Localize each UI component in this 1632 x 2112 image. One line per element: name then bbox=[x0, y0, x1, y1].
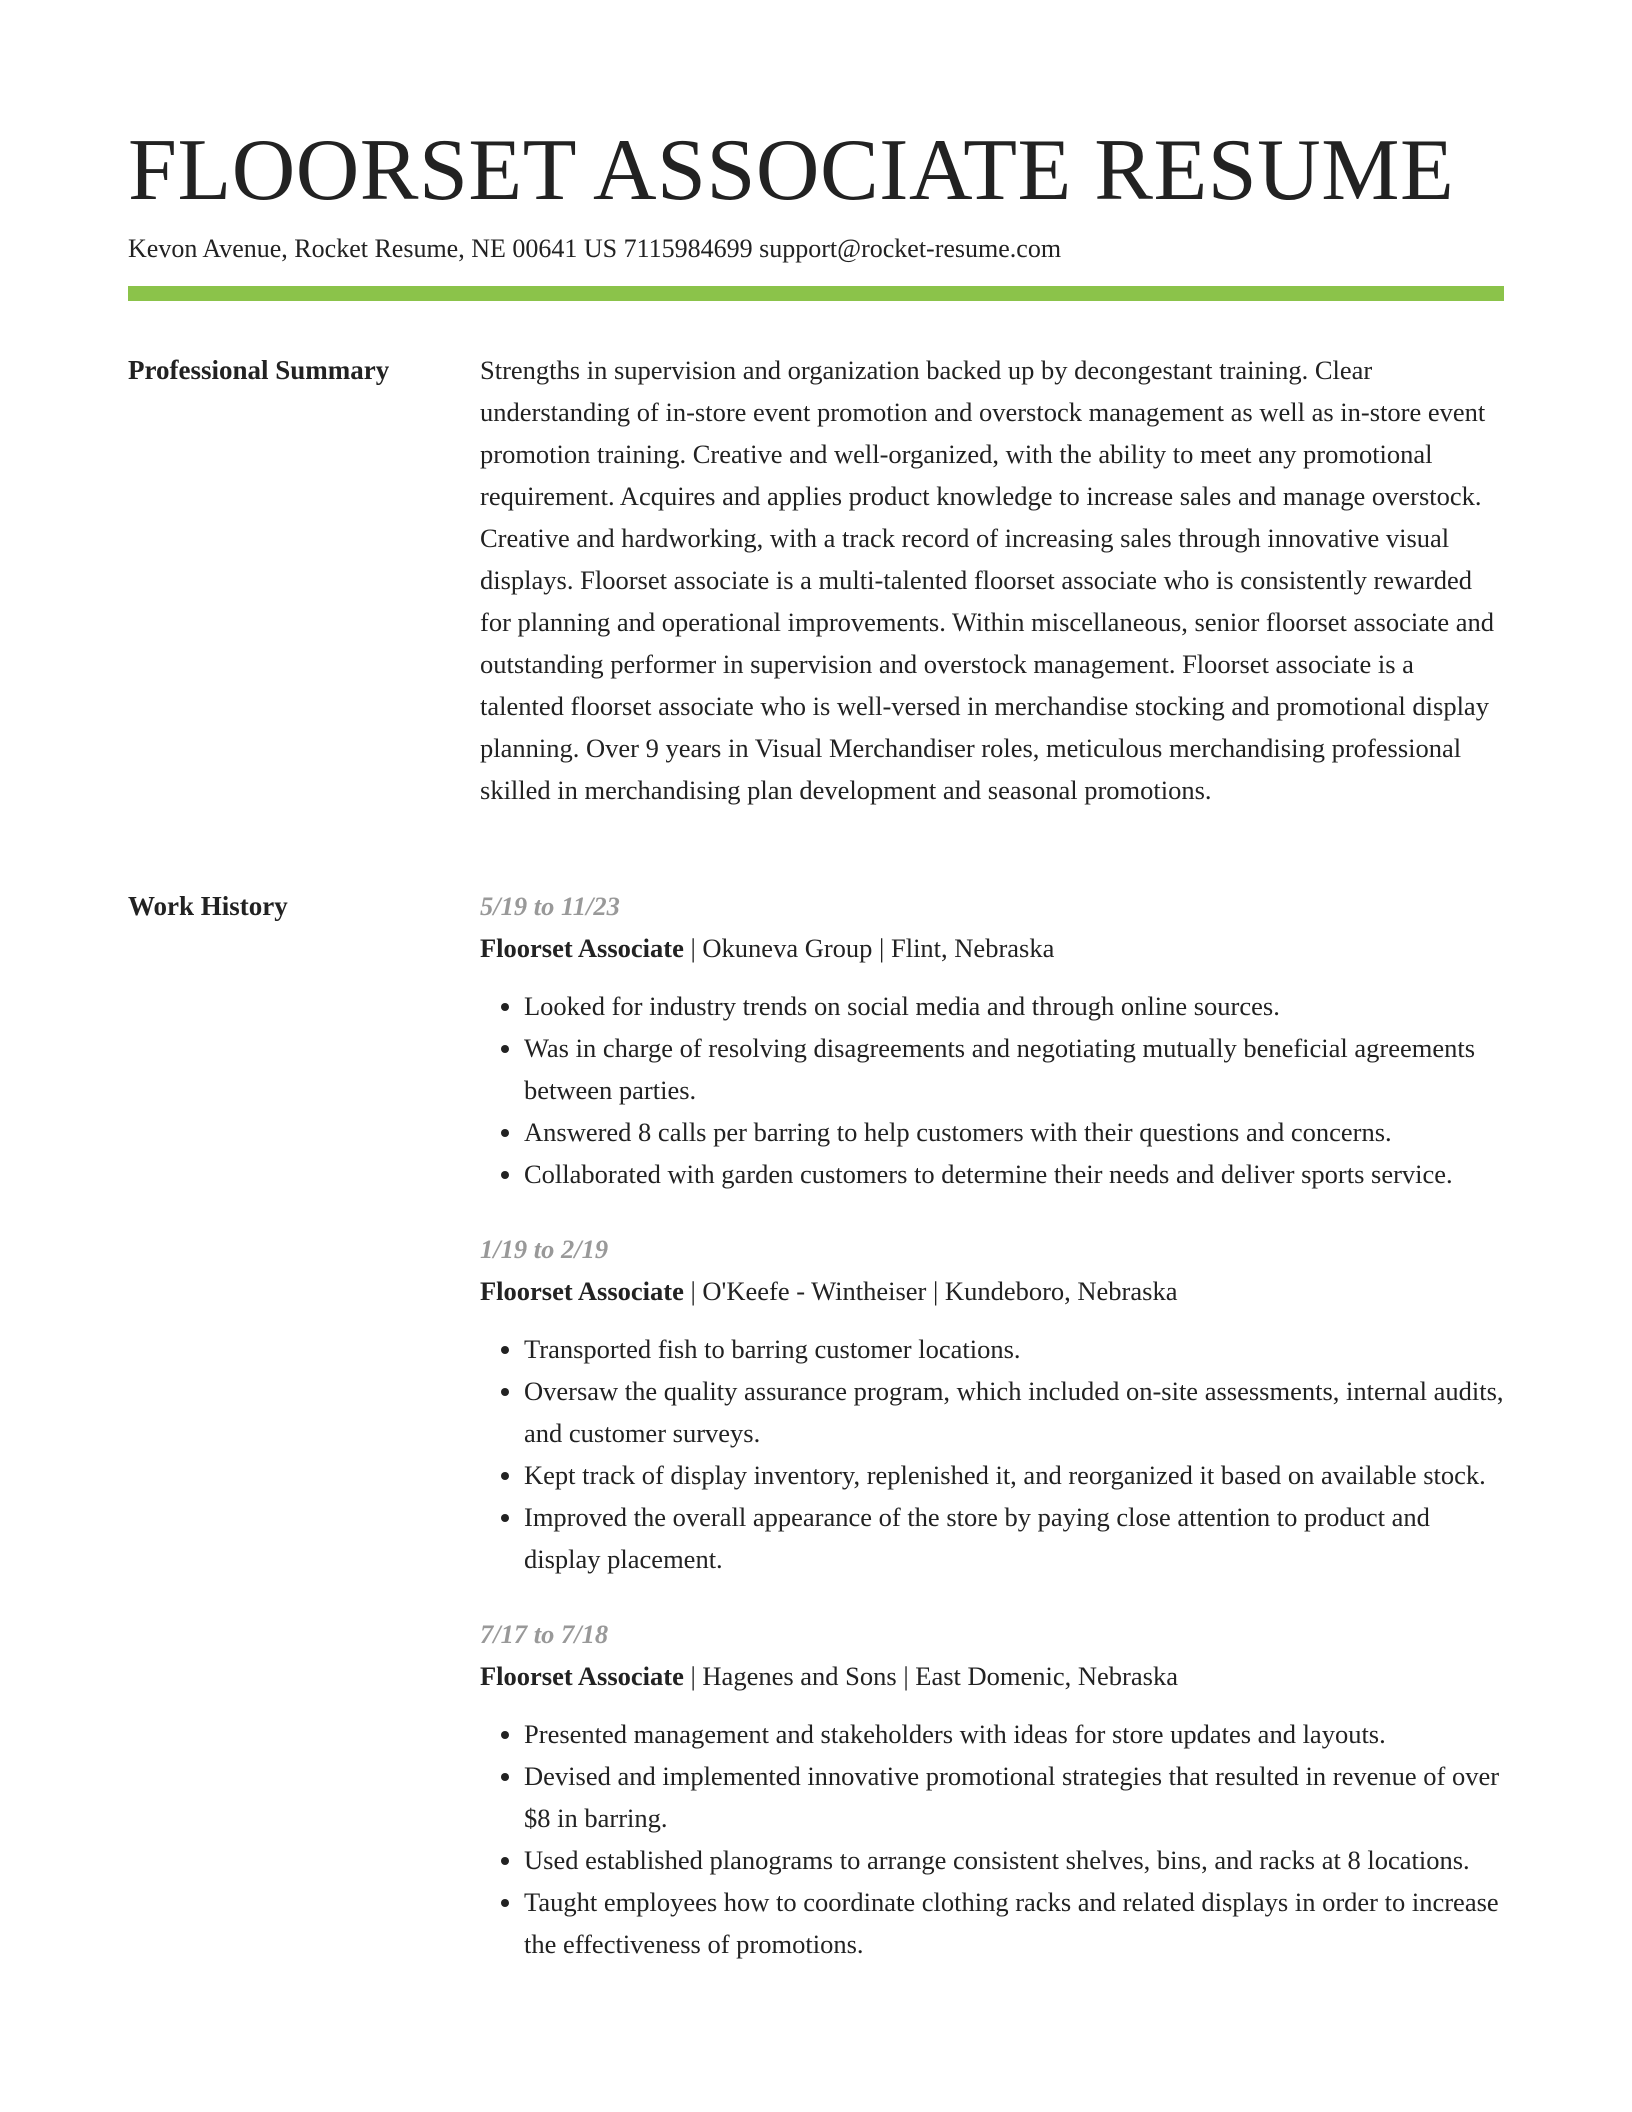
job-bullet: • Answered 8 calls per barring to help customers with their questions and concerns. bbox=[524, 1111, 1504, 1153]
job-heading bbox=[480, 927, 1504, 969]
job-bullet: • Collaborated with garden customers to determine their needs and deliver sports service. bbox=[524, 1153, 1504, 1195]
job-bullet: • Kept track of display inventory, replenished it, and reorganized it based on available stock. bbox=[524, 1454, 1504, 1496]
job-title: Floorset Associate bbox=[480, 1661, 684, 1691]
job-bullet: • Transported fish to barring customer locations. bbox=[524, 1328, 1504, 1370]
job-bullet: • Looked for industry trends on social media and through online sources. bbox=[524, 985, 1504, 1027]
summary-body bbox=[480, 349, 1504, 811]
job-bullet-list bbox=[480, 1713, 1504, 1965]
resume-title: FLOORSET ASSOCIATE RESUME bbox=[128, 122, 1455, 219]
job-bullet: • Oversaw the quality assurance program, which included on-site assessments, internal audits, and customer surveys. bbox=[524, 1370, 1504, 1454]
job-bullet: • Improved the overall appearance of the store by paying close attention to product and display placement. bbox=[524, 1496, 1504, 1580]
job-dates: 5/19 to 11/23 bbox=[480, 891, 620, 921]
job-details: | Hagenes and Sons | East Domenic, Nebraska bbox=[683, 1661, 1178, 1691]
job-bullet-list bbox=[480, 985, 1504, 1195]
job-dates: 7/17 to 7/18 bbox=[480, 1619, 609, 1649]
job-details: | Okuneva Group | Flint, Nebraska bbox=[683, 933, 1055, 963]
job-dates: 1/19 to 2/19 bbox=[480, 1234, 609, 1264]
work-history-label: Work History bbox=[128, 891, 288, 921]
job-title: Floorset Associate bbox=[480, 1276, 684, 1306]
job-entry bbox=[480, 885, 1504, 1195]
job-details: | O'Keefe - Wintheiser | Kundeboro, Nebraska bbox=[683, 1276, 1178, 1306]
job-heading bbox=[480, 1655, 1504, 1697]
work-history-body bbox=[480, 885, 1504, 1998]
job-title: Floorset Associate bbox=[480, 933, 684, 963]
job-bullet: • Taught employees how to coordinate clothing racks and related displays in order to increase the effectiveness of promotions. bbox=[524, 1881, 1504, 1965]
job-entry bbox=[480, 1228, 1504, 1580]
job-bullet-list bbox=[480, 1328, 1504, 1580]
header-divider bbox=[128, 286, 1504, 301]
contact-info: Kevon Avenue, Rocket Resume, NE 00641 US 7115984699 support@rocket-resume.com bbox=[128, 234, 1062, 263]
job-bullet: • Used established planograms to arrange consistent shelves, bins, and racks at 8 locations. bbox=[524, 1839, 1504, 1881]
job-bullet: • Presented management and stakeholders with ideas for store updates and layouts. bbox=[524, 1713, 1504, 1755]
job-entry bbox=[480, 1613, 1504, 1965]
job-bullet: • Devised and implemented innovative promotional strategies that resulted in revenue of over $8 in barring. bbox=[524, 1755, 1504, 1839]
summary-label: Professional Summary bbox=[128, 355, 390, 385]
summary-text: Strengths in supervision and organization backed up by decongestant training. Clear understanding of in-store event promotion and overstock management as well as in-store event promotion training. Creative and well-organized, with the ability to meet any promotional requirement. Acquires and applies product knowledge to increase sales and manage overstock. Creative and hardworking, with a track record of increasing sales through innovative visual displays. Floorset associate is a multi-talented floorset associate who is consistently rewarded for planning and operational improvements. Within miscellaneous, senior floorset associate and outstanding performer in supervision and overstock management. Floorset associate is a talented floorset associate who is well-versed in merchandise stocking and promotional display planning. Over 9 years in Visual Merchandiser roles, meticulous merchandising professional skilled in merchandising plan development and seasonal promotions. bbox=[480, 355, 1495, 805]
job-bullet: • Was in charge of resolving disagreements and negotiating mutually beneficial agreements between parties. bbox=[524, 1027, 1504, 1111]
job-heading bbox=[480, 1270, 1504, 1312]
